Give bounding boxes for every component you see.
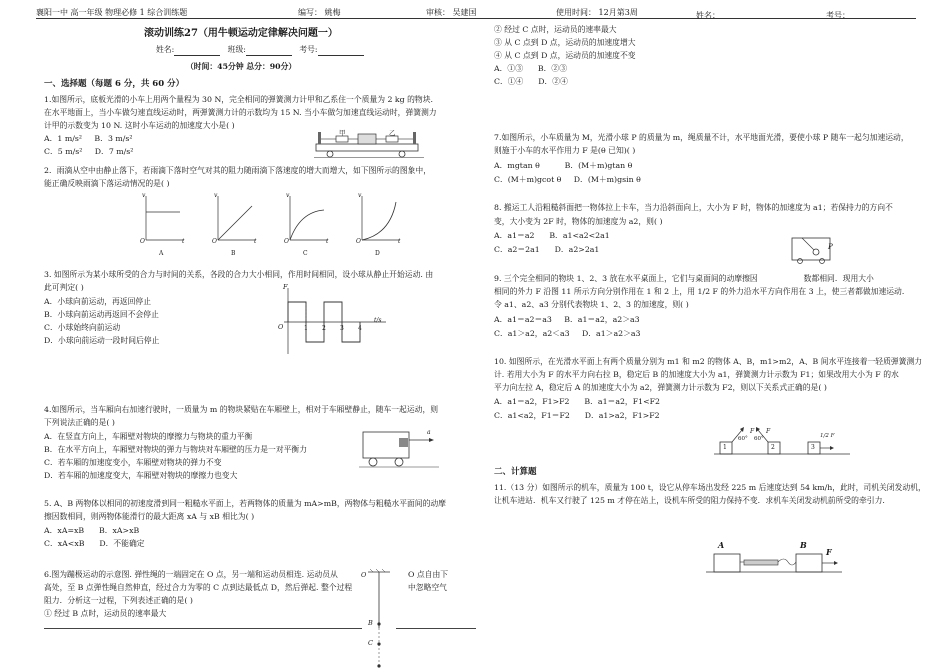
q2-c-axis-t: t	[326, 238, 329, 245]
q9-line2: 相同的外力 F 沿图 11 所示方向分别作用在 1 和 2 上，用 1/2 F 的外力沿水平方向作用在 3 上，使三者都做加速运动．	[494, 287, 910, 296]
q3-force-graph	[274, 286, 389, 356]
reviewer-info: 审核： 吴建国	[426, 8, 477, 17]
q1-option-c[interactable]: C．5 m/s²	[44, 147, 83, 156]
q9-option-d[interactable]: D．a1＞a2＞a3	[582, 329, 641, 338]
q5-option-b[interactable]: B．xA>xB	[99, 526, 140, 535]
q10-option-d[interactable]: D．a1>a2，F1>F2	[584, 411, 660, 420]
q3-axis-f: F	[283, 283, 288, 291]
q2-label-a: A	[159, 250, 164, 257]
q10-options-row2	[494, 410, 660, 422]
q10-line2: 计. 若用大小为 F 的水平力向右拉 B，稳定后 B 的加速度大小为 a1，弹簧测力计示数为 F1；如果改用大小为 F 的水	[494, 370, 899, 379]
q11-block-a: A	[718, 540, 725, 550]
q1-option-a[interactable]: A．1 m/s²	[44, 134, 83, 143]
q1-label-jia: 甲	[339, 129, 346, 137]
q7-option-c[interactable]: C．(M＋m)gcot θ	[494, 175, 562, 184]
q2-c-axis-v: v	[286, 192, 290, 199]
q10-option-c[interactable]: C．a1<a2，F1＝F2	[494, 411, 570, 420]
q2-b-origin: O	[212, 238, 217, 245]
q1-option-d[interactable]: D．7 m/s²	[94, 147, 134, 156]
q11-force-label: F	[826, 547, 832, 557]
q2-graph-c	[290, 196, 328, 240]
q2-a-origin: O	[140, 238, 145, 245]
q2-graph-a	[146, 196, 184, 240]
q9-options-row1	[494, 314, 640, 326]
q9-force-label-1: F	[750, 428, 755, 435]
q2-label-d: D	[375, 250, 380, 257]
q2-b-axis-v: v	[214, 192, 218, 199]
q8-options-row2	[494, 244, 599, 256]
q4-accel-label: a	[427, 429, 431, 436]
author-info: 编写： 姚梅	[298, 8, 341, 17]
q2-line1: 2．雨滴从空中由静止落下，若雨滴下落时空气对其的阻力随雨滴下落速度的增大而增大，如下图所示的图象中，	[44, 166, 432, 175]
q11-spring-figure	[704, 542, 844, 578]
q8-line1: 8. 搬运工人沿粗糙斜面把一物体拉上卡车，当力沿斜面向上，大小为 F 时，物体的加速度为 a1；若保持力的方向不	[494, 203, 893, 212]
q10-line3: 平力向左拉 A，稳定后 A 的加速度大小为 a2，弹簧测力计示数为 F2，则以下关系式正确的是( )	[494, 383, 827, 392]
q2-d-axis-v: v	[358, 192, 362, 199]
name-blank[interactable]	[174, 48, 220, 56]
q2-d-axis-t: t	[398, 238, 401, 245]
section1-heading: 一、选择题（每题 6 分，共 60 分）	[44, 79, 185, 89]
q8-option-d[interactable]: D．a2>2a1	[554, 245, 600, 254]
q8-option-b[interactable]: B．a1<a2<2a1	[549, 231, 610, 240]
q4-option-d[interactable]: D．若车厢的加速度变大，车厢壁对物块的摩擦力也变大	[44, 471, 238, 480]
q6-line3: 阻力．分析这一过程，下列表述正确的是( )	[44, 596, 193, 605]
q6-statement-2: ② 经过 C 点时，运动员的速率最大	[494, 25, 617, 34]
q6-line1: 6.图为蹦极运动的示意图. 弹性绳的一端固定在 O 点，另一端和运动员相连. 运动员从	[44, 570, 338, 579]
q7-options-row2	[494, 174, 641, 186]
section2-heading: 二、计算题	[494, 467, 537, 477]
q2-b-axis-t: t	[254, 238, 257, 245]
q6-option-c[interactable]: C．①④	[494, 77, 524, 86]
q2-graphs-figure	[134, 192, 404, 250]
q3-option-b[interactable]: B．小球向前运动再返回不会停止	[44, 310, 159, 319]
time-score: （时间：45分钟 总分：90分）	[186, 62, 297, 71]
q11-line2: 让机车进站．机车又行驶了 125 m 才停在站上，设机车所受的阻力保持不变．求机车关闭发动机前所受的牵引力.	[494, 496, 885, 505]
q3-axis-t: t/s	[374, 317, 382, 324]
q11-line1: 11.（13 分）如图所示的机车，质量为 100 t，设它从停车场出发经 225 m 后速度达到 54 km/h，此时，司机关闭发动机，	[494, 483, 926, 492]
q5-line2: 擦因数相同，则两物体能滑行的最大距离 xA 与 xB 相比为( )	[44, 512, 255, 521]
q5-options-row1	[44, 525, 139, 537]
q9-block-2: 2	[771, 444, 775, 451]
q4-option-b[interactable]: B．在水平方向上，车厢壁对物块的弹力与物块对车厢壁的压力是一对平衡力	[44, 445, 308, 454]
q6-point-o: O	[361, 571, 367, 579]
q2-label-c: C	[303, 250, 308, 257]
q9-block-3: 3	[811, 444, 815, 451]
q3-option-a[interactable]: A．小球向前运动，再返回停止	[44, 297, 151, 306]
q3-origin: O	[278, 323, 284, 331]
usetime-info: 使用时间： 12月第3周	[556, 8, 638, 17]
q6-options-row2	[494, 76, 568, 88]
q4-option-a[interactable]: A．在竖直方向上，车厢壁对物块的摩擦力与物块的重力平衡	[44, 432, 253, 441]
q10-line1: 10. 如图所示，在光滑水平面上有两个质量分别为 m1 和 m2 的物体 A、B，m1>m2，A、B 间水平连接着一轻质弹簧测力	[494, 357, 923, 366]
q6-option-d[interactable]: D．②④	[538, 77, 568, 86]
q6-statement-3: ③ 从 C 点到 D 点，运动员的加速度增大	[494, 38, 636, 47]
bottom-rule-left	[44, 628, 362, 629]
q6-statement-4: ④ 从 C 点到 D 点，运动员的加速度不变	[494, 51, 636, 60]
q5-option-a[interactable]: A．xA=xB	[44, 526, 85, 535]
q6-statement-1: ① 经过 B 点时，运动员的速率最大	[44, 609, 167, 618]
header-rule	[36, 18, 916, 19]
q2-a-axis-t: t	[182, 238, 185, 245]
q9-angle-2: 60°	[754, 436, 764, 442]
q7-ball-label: P	[828, 243, 833, 251]
q9-blocks-figure	[712, 424, 852, 458]
q8-option-c[interactable]: C．a2＝2a1	[494, 245, 540, 254]
q8-options-row1	[494, 230, 610, 242]
q1-options-row1	[44, 133, 133, 145]
q6-side-text1: O 点自由下	[408, 570, 449, 579]
q2-line2: 能正确反映雨滴下落运动情况的是( )	[44, 179, 170, 188]
q7-option-a[interactable]: A．mgtan θ	[494, 161, 540, 170]
q5-options-row2	[44, 538, 145, 550]
q9-option-b[interactable]: B．a1＝a2，a2＞a3	[564, 315, 640, 324]
q2-label-b: B	[231, 250, 236, 257]
q3-tick-3: 3	[340, 325, 344, 332]
q7-line2: 则施于小车的水平作用力 F 是(θ 已知)( )	[494, 146, 636, 155]
bottom-rule-mid	[396, 628, 476, 629]
q9-angle-1: 60°	[738, 436, 748, 442]
q10-option-a[interactable]: A．a1＝a2，F1>F2	[494, 397, 570, 406]
q9-line3: 令 a1、a2、a3 分别代表物块 1、2、3 的加速度，则( )	[494, 300, 689, 309]
q6-side-text2: 中忽略空气	[408, 583, 447, 592]
class-blank[interactable]	[246, 48, 292, 56]
q10-options-row1	[494, 396, 660, 408]
q1-label-yi: 乙	[389, 129, 396, 137]
q1-option-b[interactable]: B．3 m/s²	[94, 134, 133, 143]
q7-option-d[interactable]: D．(M＋m)gsin θ	[573, 175, 641, 184]
q3-tick-4: 4	[358, 325, 362, 332]
q1-cart-figure	[314, 130, 424, 158]
q11-block-b: B	[800, 540, 807, 550]
q6-options-row1	[494, 63, 567, 75]
q2-graph-d	[362, 196, 400, 240]
q3-line1: 3. 如图所示为某小球所受的合力与时间的关系，各段的合力大小相同，作用时间相同，设小球从静止开始运动. 由	[44, 270, 434, 279]
q5-line1: 5. A、B 两物体以相同的初速度滑到同一粗糙水平面上，若两物体的质量为 mA>mB，两物体与粗糙水平面间的动摩	[44, 499, 446, 508]
q2-c-origin: O	[284, 238, 289, 245]
q7-options-row1	[494, 160, 632, 172]
q3-tick-1: 1	[304, 325, 308, 332]
q7-option-b[interactable]: B．(M＋m)gtan θ	[564, 161, 633, 170]
q6-option-b[interactable]: B．②③	[537, 64, 568, 73]
q3-line2: 此可判定( )	[44, 283, 84, 292]
q8-option-a[interactable]: A．a1＝a2	[494, 231, 535, 240]
right-column	[494, 24, 926, 664]
student-line: 姓名: 班级: 考号:	[156, 44, 364, 56]
q10-option-b[interactable]: B．a1＝a2，F1<F2	[584, 397, 661, 406]
q3-tick-2: 2	[322, 325, 326, 332]
q1-line2: 在水平地面上，当小车做匀速直线运动时，两弹簧测力计的示数均为 15 N. 当小车做匀加速直线运动时，弹簧测力	[44, 108, 437, 117]
q4-line2: 下列说法正确的是( )	[44, 418, 115, 427]
page-header: 襄阳一中 高一年级 物理必修 1 综合训练题 编写： 姚梅 审核： 吴建国 使用时间： 12月第3周 姓名： 考号：	[36, 8, 850, 20]
q5-option-c[interactable]: C．xA<xB	[44, 539, 85, 548]
page-title: 滚动训练27（用牛顿运动定律解决问题一）	[144, 28, 338, 39]
id-blank[interactable]	[318, 48, 364, 56]
q1-line3: 计甲的示数变为 10 N. 这时小车运动的加速度大小是( )	[44, 121, 235, 130]
q2-graph-b	[218, 196, 256, 240]
q7-line1: 7.如图所示，小车质量为 M，光滑小球 P 的质量为 m，绳质量不计，水平地面光滑，要使小球 P 随车一起匀加速运动，	[494, 133, 909, 142]
q4-option-c[interactable]: C．若车厢的加速度变小，车厢壁对物块的弹力不变	[44, 458, 222, 467]
q9-half-force: 1/2 F	[820, 433, 835, 439]
q9-line1: 9. 三个完全相同的物块 1、2、3 放在水平桌面上，它们与桌面间的动摩擦因 数都相同．现用大小	[494, 274, 874, 283]
q6-option-a[interactable]: A．①③	[494, 64, 524, 73]
q1-options-row2	[44, 146, 133, 158]
q7-car-ball-figure	[790, 236, 832, 264]
left-column	[44, 24, 480, 664]
q9-block-1: 1	[723, 444, 727, 451]
q8-line2: 变，大小变为 2F 时，物体的加速度为 a2，则( )	[494, 217, 663, 226]
q9-option-a[interactable]: A．a1＝a2＝a3	[494, 315, 552, 324]
q3-option-c[interactable]: C．小球始终向前运动	[44, 323, 121, 332]
q6-line2: 高处，至 B 点弹性绳自然伸直，经过合力为零的 C 点到达最低点 D，然后弹起. 整个过程	[44, 583, 353, 592]
q6-point-b: B	[368, 619, 373, 627]
q9-options-row2	[494, 328, 640, 340]
q3-option-d[interactable]: D．小球向前运动一段时间后停止	[44, 336, 160, 345]
q2-a-axis-v: v	[142, 192, 146, 199]
school-info: 襄阳一中 高一年级 物理必修 1 综合训练题	[36, 8, 188, 17]
q6-point-c: C	[368, 639, 373, 647]
q2-d-origin: O	[356, 238, 361, 245]
q4-line1: 4.如图所示，当车厢向右加速行驶时，一质量为 m 的物块紧贴在车厢壁上，相对于车厢壁静止，随车一起运动，则	[44, 405, 439, 414]
q1-line1: 1.如图所示，底板光滑的小车上用两个量程为 30 N，完全相同的弹簧测力计甲和乙系住一个质量为 2 kg 的物块.	[44, 95, 433, 104]
q5-option-d[interactable]: D．不能确定	[99, 539, 145, 548]
q9-option-c[interactable]: C．a1＞a2，a2＜a3	[494, 329, 570, 338]
q9-force-label-2: F	[766, 428, 771, 435]
